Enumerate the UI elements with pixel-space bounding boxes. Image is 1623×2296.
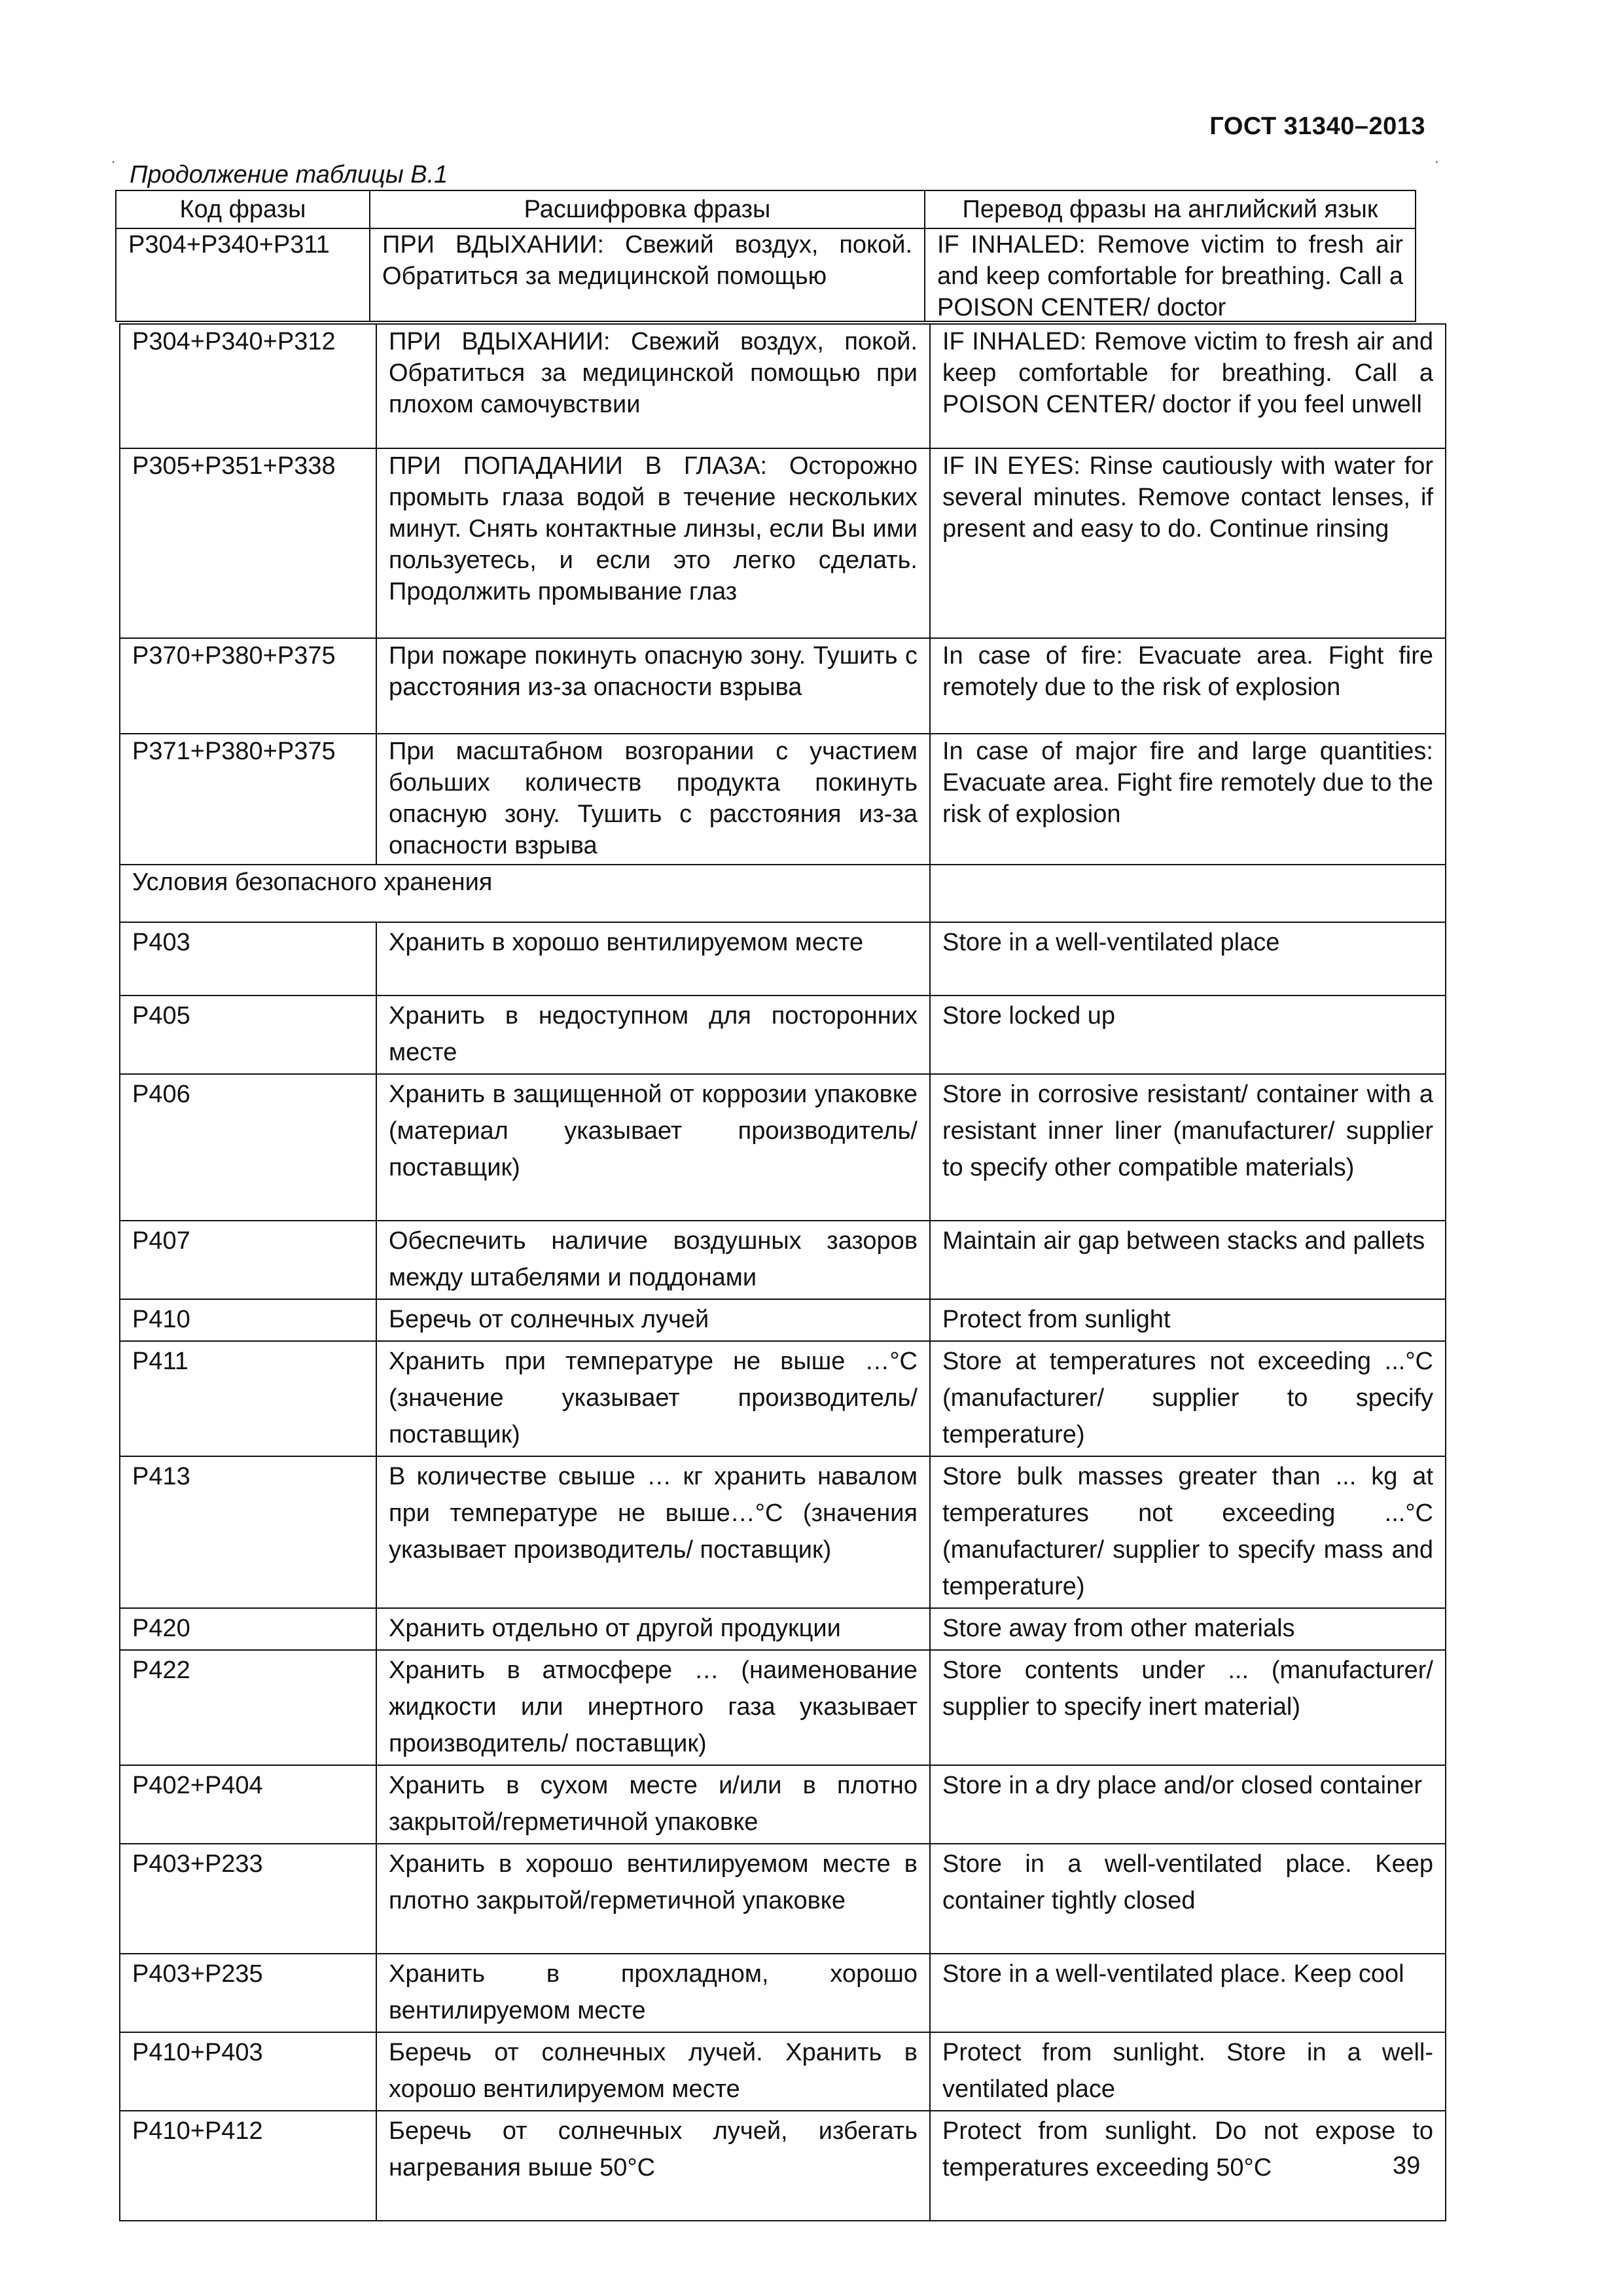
table-caption: Продолжение таблицы В.1 (130, 161, 448, 188)
cell-en: In case of major fire and large quantities: Evacuate area. Fight fire remotely due to the risk of explosion (930, 734, 1446, 865)
cell-code: P403+P235 (120, 1954, 376, 2032)
cell-en: Store away from other materials (930, 1608, 1446, 1650)
cell-code: P407 (120, 1221, 376, 1299)
cell-ru: Хранить отдельно от другой продукции (376, 1608, 930, 1650)
table-row (120, 1341, 1446, 1456)
cell-ru: ПРИ ВДЫХАНИИ: Свежий воздух, покой. Обратиться за медицинской помощью (382, 231, 912, 290)
cell-ru: При масштабном возгорании с участием больших количеств продукта покинуть опасную зону. Тушить с расстояния из-за опасности взрыва (376, 734, 930, 865)
cell-code: P410 (120, 1299, 376, 1341)
cell-en: IF IN EYES: Rinse cautiously with water for several minutes. Remove contact lenses, if present and easy to do. Continue rinsing (930, 448, 1446, 638)
cell-code: P370+P380+P375 (120, 638, 376, 734)
table-row (120, 1844, 1446, 1954)
cell-en: Store in a well-ventilated place. Keep cool (930, 1954, 1446, 2032)
table-row (120, 2032, 1446, 2111)
cell-en: Store contents under ... (manufacturer/ supplier to specify inert material) (930, 1650, 1446, 1765)
cell-ru: Хранить в атмосфере … (наименование жидкости или инертного газа указывает производитель/ поставщик) (376, 1650, 930, 1765)
cell-ru: ПРИ ПОПАДАНИИ В ГЛАЗА: Осторожно промыть глаза водой в течение нескольких минут. Снять контактные линзы, если Вы ими пользуетесь, и если это легко сделать. Продолжить промывание глаз (376, 448, 930, 638)
cell-code: P410+P403 (120, 2032, 376, 2111)
table-row (120, 734, 1446, 865)
page-number: 39 (1393, 2152, 1421, 2179)
cell-code: P304+P340+P311 (128, 231, 330, 259)
cell-en: Store bulk masses greater than ... kg at temperatures not exceeding ...°C (manufacturer/ supplier to specify mass and temperature) (930, 1456, 1446, 1608)
table-row (120, 2111, 1446, 2221)
cell-empty (930, 865, 1446, 922)
cell-ru: Беречь от солнечных лучей (376, 1299, 930, 1341)
column-header-en: Перевод фразы на английский язык (925, 190, 1416, 228)
cell-en: Store locked up (930, 996, 1446, 1074)
table-row (120, 1299, 1446, 1341)
table-row (120, 448, 1446, 638)
cell-en: Store in corrosive resistant/ container with a resistant inner liner (manufacturer/ supplier to specify other compatible materials) (930, 1074, 1446, 1221)
column-header-code: Код фразы (116, 190, 370, 228)
cell-en: Protect from sunlight. Store in a well-ventilated place (930, 2032, 1446, 2111)
cell-code: P403 (120, 922, 376, 996)
cell-code: P403+P233 (120, 1844, 376, 1954)
cell-ru: Хранить в недоступном для посторонних месте (376, 996, 930, 1074)
cell-code: P422 (120, 1650, 376, 1765)
phrases-table (119, 323, 1446, 2221)
cell-en: Store at temperatures not exceeding ...°C (manufacturer/ supplier to specify temperature) (930, 1341, 1446, 1456)
cell-code: P420 (120, 1608, 376, 1650)
cell-ru: Хранить в хорошо вентилируемом месте в плотно закрытой/герметичной упаковке (376, 1844, 930, 1954)
table-row (120, 996, 1446, 1074)
table-row (120, 922, 1446, 996)
cell-ru: Хранить при температуре не выше …°С (значение указывает производитель/ поставщик) (376, 1341, 930, 1456)
table-row (120, 1650, 1446, 1765)
cell-ru: ПРИ ВДЫХАНИИ: Свежий воздух, покой. Обратиться за медицинской помощью при плохом самочувствии (376, 324, 930, 448)
section-title: Условия безопасного хранения (120, 865, 930, 922)
table-row (120, 1608, 1446, 1650)
cell-code: P371+P380+P375 (120, 734, 376, 865)
cell-en: Protect from sunlight (930, 1299, 1446, 1341)
cell-en: In case of fire: Evacuate area. Fight fire remotely due to the risk of explosion (930, 638, 1446, 734)
table-row (120, 1765, 1446, 1844)
cell-en: Store in a dry place and/or closed container (930, 1765, 1446, 1844)
cell-code: P305+P351+P338 (120, 448, 376, 638)
table-header-block (115, 190, 1416, 322)
table-row (120, 1074, 1446, 1221)
cell-ru: Беречь от солнечных лучей, избегать нагревания выше 50°С (376, 2111, 930, 2221)
cell-code: P406 (120, 1074, 376, 1221)
cell-ru: Хранить в сухом месте и/или в плотно закрытой/герметичной упаковке (376, 1765, 930, 1844)
cell-en: IF INHALED: Remove victim to fresh air and keep comfortable for breathing. Call a POISON CENTER/ doctor (937, 231, 1403, 321)
cell-en: Store in a well-ventilated place. Keep container tightly closed (930, 1844, 1446, 1954)
cell-code: P304+P340+P312 (120, 324, 376, 448)
cell-ru: Хранить в прохладном, хорошо вентилируемом месте (376, 1954, 930, 2032)
table-section-row (120, 865, 1446, 922)
cell-code: P413 (120, 1456, 376, 1608)
document-standard-header: ГОСТ 31340–2013 (1209, 113, 1425, 140)
column-header-ru: Расшифровка фразы (370, 190, 925, 228)
cell-en: Store in a well-ventilated place (930, 922, 1446, 996)
cell-ru: Обеспечить наличие воздушных зазоров между штабелями и поддонами (376, 1221, 930, 1299)
cell-en: Protect from sunlight. Do not expose to temperatures exceeding 50°C (930, 2111, 1446, 2221)
table-row (120, 324, 1446, 448)
cell-ru: Беречь от солнечных лучей. Хранить в хорошо вентилируемом месте (376, 2032, 930, 2111)
cell-code: P402+P404 (120, 1765, 376, 1844)
cell-code: P410+P412 (120, 2111, 376, 2221)
cell-en: IF INHALED: Remove victim to fresh air and keep comfortable for breathing. Call a POISON CENTER/ doctor if you feel unwell (930, 324, 1446, 448)
table-row (120, 1456, 1446, 1608)
table-row (120, 1221, 1446, 1299)
cell-code: P405 (120, 996, 376, 1074)
table-row-fragment (116, 228, 1416, 321)
cell-ru: Хранить в защищенной от коррозии упаковке (материал указывает производитель/ поставщик) (376, 1074, 930, 1221)
cell-ru: При пожаре покинуть опасную зону. Тушить с расстояния из-за опасности взрыва (376, 638, 930, 734)
table-row (120, 1954, 1446, 2032)
margin-dot: . (111, 149, 116, 167)
cell-ru: В количестве свыше … кг хранить навалом при температуре не выше…°С (значения указывает производитель/ поставщик) (376, 1456, 930, 1608)
cell-en: Maintain air gap between stacks and pallets (930, 1221, 1446, 1299)
margin-dot: . (1435, 149, 1439, 167)
cell-code: P411 (120, 1341, 376, 1456)
table-row (120, 638, 1446, 734)
cell-ru: Хранить в хорошо вентилируемом месте (376, 922, 930, 996)
